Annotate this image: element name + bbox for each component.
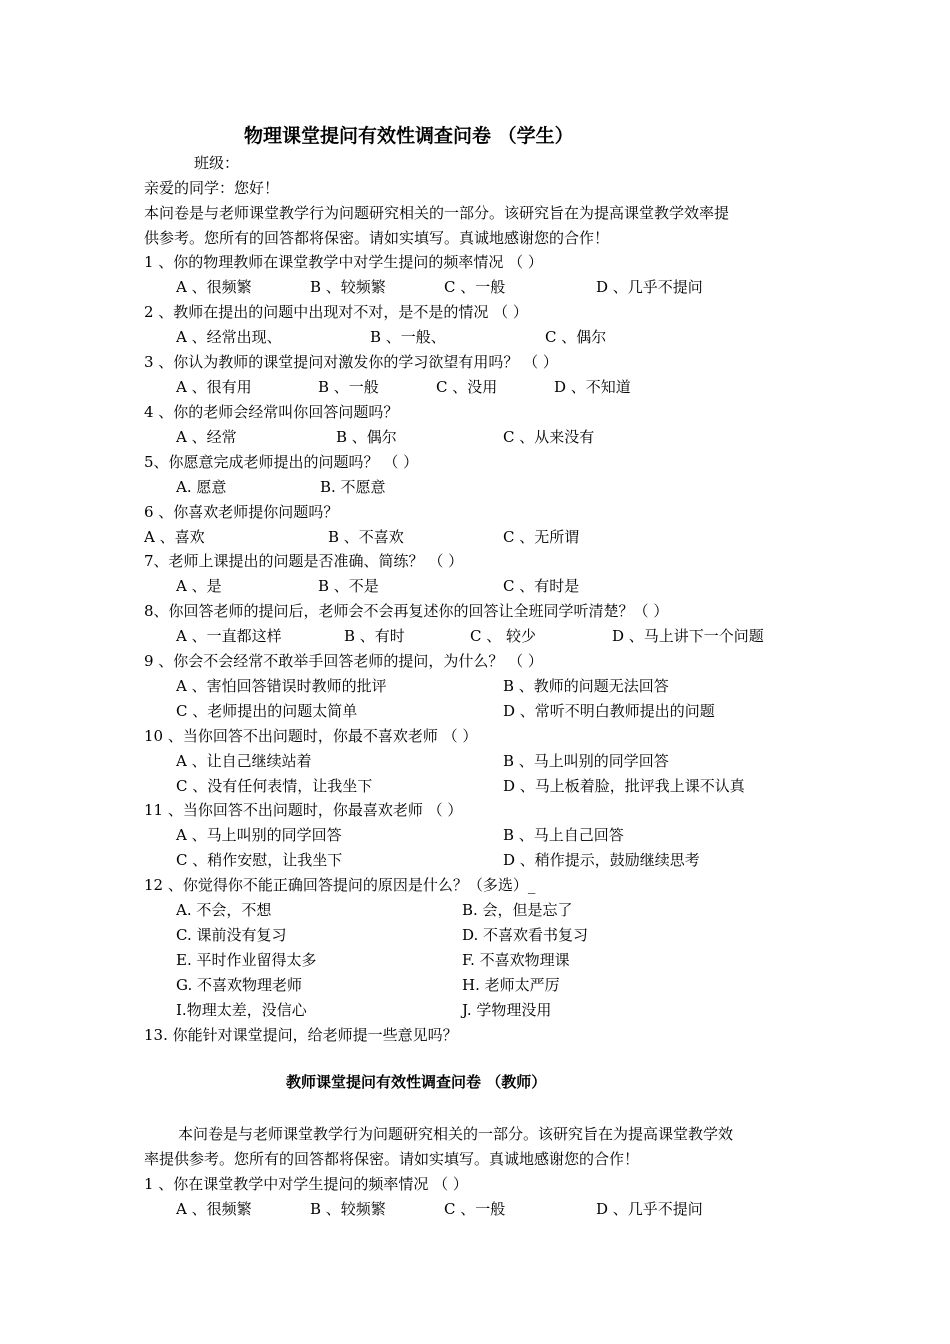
q2-option-c: C 、偶尔	[545, 328, 607, 346]
q11-option-c: C 、稍作安慰，让我坐下	[176, 851, 343, 869]
q12-option-j: J. 学物理没用	[462, 1001, 552, 1019]
q6-option-c: C 、无所谓	[503, 528, 580, 546]
q12-option-b: B. 会，但是忘了	[462, 901, 573, 919]
intro-line-1: 本问卷是与老师课堂教学行为问题研究相关的一部分。该研究旨在为提高课堂教学效率提	[144, 204, 730, 222]
q3-option-d: D 、不知道	[554, 378, 631, 396]
q6-option-a: A 、喜欢	[144, 528, 205, 546]
q6-option-b: B 、不喜欢	[328, 528, 404, 546]
question-9: 9 、你会不会经常不敢举手回答老师的提问，为什么？ （ ）	[144, 652, 543, 670]
q12-option-a: A. 不会，不想	[176, 901, 272, 919]
teacher-q1-option-b: B 、较频繁	[310, 1200, 386, 1218]
q11-option-a: A 、马上叫别的同学回答	[176, 826, 342, 844]
q9-option-b: B 、教师的问题无法回答	[503, 677, 669, 695]
q7-option-b: B 、不是	[318, 577, 379, 595]
question-6: 6 、你喜欢老师提你问题吗？	[144, 503, 339, 521]
q2-option-b: B 、一般、	[370, 328, 446, 346]
question-1: 1 、你的物理教师在课堂教学中对学生提问的频率情况 （ ）	[144, 253, 543, 271]
question-4: 4 、你的老师会经常叫你回答问题吗？	[144, 403, 399, 421]
q10-option-b: B 、马上叫别的同学回答	[503, 752, 669, 770]
q1-option-d: D 、几乎不提问	[596, 278, 703, 296]
question-2: 2 、教师在提出的问题中出现对不对，是不是的情况 （ ）	[144, 303, 528, 321]
q12-option-g: G. 不喜欢物理老师	[176, 976, 302, 994]
q1-option-a: A 、很频繁	[176, 278, 252, 296]
question-3: 3 、你认为教师的课堂提问对激发你的学习欲望有用吗？ （ ）	[144, 353, 558, 371]
q4-option-b: B 、偶尔	[336, 428, 397, 446]
q3-option-b: B 、一般	[318, 378, 379, 396]
q10-option-d: D 、马上板着脸，批评我上课不认真	[503, 777, 745, 795]
teacher-intro-line-1: 本问卷是与老师课堂教学行为问题研究相关的一部分。该研究旨在为提高课堂教学效	[178, 1125, 734, 1143]
q8-option-b: B 、有时	[344, 627, 405, 645]
q12-option-i: I.物理太差，没信心	[176, 1001, 307, 1019]
q11-option-b: B 、马上自己回答	[503, 826, 624, 844]
question-12: 12 、你觉得你不能正确回答提问的原因是什么？（多选）_	[144, 876, 536, 894]
q5-option-a: A. 愿意	[176, 478, 227, 496]
question-10: 10 、当你回答不出问题时，你最不喜欢老师 （ ）	[144, 727, 478, 745]
q7-option-a: A 、是	[176, 577, 222, 595]
q8-option-a: A 、一直都这样	[176, 627, 282, 645]
q9-option-a: A 、害怕回答错误时教师的批评	[176, 677, 387, 695]
teacher-q1-option-d: D 、几乎不提问	[596, 1200, 703, 1218]
q12-option-f: F. 不喜欢物理课	[462, 951, 570, 969]
q4-option-a: A 、经常	[176, 428, 237, 446]
teacher-intro-line-2: 率提供参考。您所有的回答都将保密。请如实填写。真诚地感谢您的合作！	[144, 1150, 640, 1168]
q10-option-a: A 、让自己继续站着	[176, 752, 312, 770]
q3-option-a: A 、很有用	[176, 378, 252, 396]
teacher-q1-option-c: C 、一般	[444, 1200, 506, 1218]
q2-option-a: A 、经常出现、	[176, 328, 282, 346]
q5-option-b: B. 不愿意	[320, 478, 386, 496]
question-11: 11 、当你回答不出问题时，你最喜欢老师 （ ）	[144, 801, 463, 819]
question-8: 8、你回答老师的提问后，老师会不会再复述你的回答让全班同学听清楚？（ ）	[144, 602, 669, 620]
question-13: 13. 你能针对课堂提问，给老师提一些意见吗？	[144, 1026, 458, 1044]
q12-option-c: C. 课前没有复习	[176, 926, 287, 944]
question-5: 5、你愿意完成老师提出的问题吗？ （ ）	[144, 453, 419, 471]
q9-option-d: D 、常听不明白教师提出的问题	[503, 702, 715, 720]
question-7: 7、老师上课提出的问题是否准确、简练？ （ ）	[144, 552, 464, 570]
q9-option-c: C 、老师提出的问题太简单	[176, 702, 358, 720]
class-label: 班级：	[194, 154, 240, 172]
q1-option-b: B 、较频繁	[310, 278, 386, 296]
q7-option-c: C 、有时是	[503, 577, 580, 595]
q8-option-c: C 、 较少	[470, 627, 537, 645]
q12-option-h: H. 老师太严厉	[462, 976, 560, 994]
q4-option-c: C 、从来没有	[503, 428, 595, 446]
teacher-question-1: 1 、你在课堂教学中对学生提问的频率情况 （ ）	[144, 1175, 468, 1193]
greeting: 亲爱的同学：您好！	[144, 179, 280, 197]
student-survey-title: 物理课堂提问有效性调查问卷 （学生）	[244, 125, 574, 147]
q3-option-c: C 、没用	[436, 378, 498, 396]
teacher-survey-title: 教师课堂提问有效性调查问卷 （教师）	[286, 1073, 547, 1091]
q8-option-d: D 、马上讲下一个问题	[612, 627, 764, 645]
q1-option-c: C 、一般	[444, 278, 506, 296]
q11-option-d: D 、稍作提示，鼓励继续思考	[503, 851, 700, 869]
q12-option-d: D. 不喜欢看书复习	[462, 926, 589, 944]
intro-line-2: 供参考。您所有的回答都将保密。请如实填写。真诚地感谢您的合作！	[144, 229, 610, 247]
q10-option-c: C 、没有任何表情，让我坐下	[176, 777, 373, 795]
teacher-q1-option-a: A 、很频繁	[176, 1200, 252, 1218]
q12-option-e: E. 平时作业留得太多	[176, 951, 317, 969]
